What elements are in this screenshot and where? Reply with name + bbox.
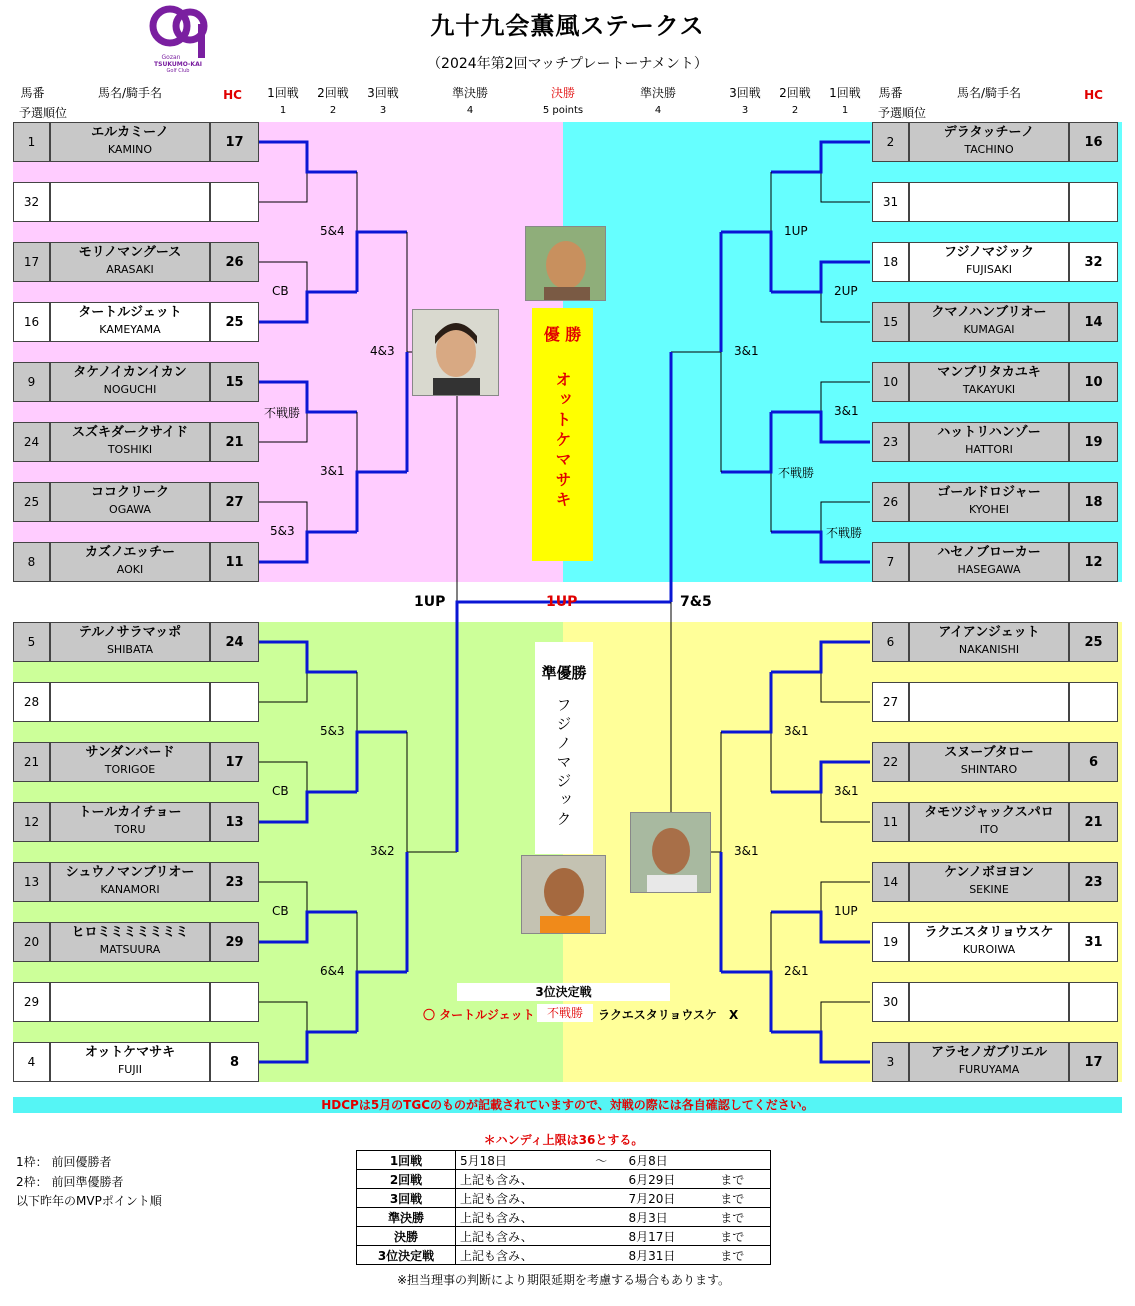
header-name-left: 馬名/騎手名 <box>97 86 163 100</box>
score-tl-r2b: 3&1 <box>320 464 345 478</box>
player-handicap: 14 <box>1069 302 1118 342</box>
horse-name: タケノイカンイカン <box>73 365 187 380</box>
player-seed: 12 <box>13 802 50 842</box>
horse-name: テルノサラマッポ <box>78 625 182 640</box>
bracket-win-line <box>721 972 771 1032</box>
schedule-cell: まで <box>716 1208 770 1227</box>
score-br-r1c: 1UP <box>834 904 858 918</box>
player-handicap: 23 <box>210 862 259 902</box>
photo-winner-top <box>525 226 606 301</box>
player-handicap: 23 <box>1069 862 1118 902</box>
player-name-cell <box>909 122 1069 162</box>
logo-text-top: Gozan <box>161 54 181 61</box>
runnerup-name: フジノマジック <box>554 697 573 830</box>
player-seed: 23 <box>872 422 909 462</box>
player-seed: 20 <box>13 922 50 962</box>
player-name-cell <box>50 482 210 522</box>
score-tr-r1c: 3&1 <box>834 404 859 418</box>
score-final: 1UP <box>546 594 578 610</box>
header-seed2-right: 予選順位 <box>877 106 926 120</box>
legend-line-2: 2枠： 前回準優勝者 <box>16 1175 124 1189</box>
header-points-left-2: 2 <box>329 105 337 116</box>
hdcp-notice: HDCPは5月のTGCのものが記載されていますので、対戦の際には各自確認してください。 <box>13 1097 1122 1113</box>
score-bl-r3: 3&2 <box>370 844 395 858</box>
header-seed-left: 馬番 <box>20 86 45 100</box>
player-name-cell <box>50 742 210 782</box>
player-handicap: 17 <box>1069 1042 1118 1082</box>
score-tr-r1d: 不戦勝 <box>826 526 863 540</box>
jockey-name: ITO <box>979 823 999 836</box>
schedule-row <box>357 1246 771 1265</box>
player-seed: 11 <box>872 802 909 842</box>
player-handicap <box>1069 982 1118 1022</box>
player-seed: 22 <box>872 742 909 782</box>
schedule-cell <box>591 1246 624 1265</box>
player-seed: 29 <box>13 982 50 1022</box>
champion-label: 優 勝 <box>543 325 582 344</box>
player-name-cell <box>909 182 1069 222</box>
handicap-note: ＊ハンディ上限は36とする。 <box>483 1133 644 1147</box>
score-tl-r3: 4&3 <box>370 344 395 358</box>
player-handicap: 8 <box>210 1042 259 1082</box>
score-tr-r3: 3&1 <box>734 344 759 358</box>
player-handicap: 26 <box>210 242 259 282</box>
player-name-cell <box>909 682 1069 722</box>
schedule-row <box>357 1189 771 1208</box>
header-hc-right: HC <box>1084 88 1103 102</box>
horse-name: モリノマングース <box>78 245 182 260</box>
schedule-cell: 6月29日 <box>625 1170 717 1189</box>
player-seed: 26 <box>872 482 909 522</box>
header-round-left-3: 3回戦 <box>367 86 399 100</box>
horse-name: スズキダークサイド <box>72 425 188 440</box>
player-name-cell <box>909 1042 1069 1082</box>
player-seed: 14 <box>872 862 909 902</box>
horse-name: エルカミーノ <box>91 125 169 140</box>
bracket-win-line <box>258 642 357 672</box>
jockey-name: MATSUURA <box>99 943 161 956</box>
bracket-line <box>258 642 307 702</box>
player-handicap: 18 <box>1069 482 1118 522</box>
jockey-name: KAMINO <box>107 143 153 156</box>
third-place-right: ラクエスタリョウスケ X <box>598 1008 739 1022</box>
horse-name: ラクエスタリョウスケ <box>924 925 1054 940</box>
schedule-cell: ～ <box>591 1151 624 1170</box>
schedule-row <box>357 1227 771 1246</box>
player-name-cell <box>909 362 1069 402</box>
player-seed: 24 <box>13 422 50 462</box>
player-seed: 27 <box>872 682 909 722</box>
header-points-right-2: 3 <box>741 105 749 116</box>
header-points-left-1: 1 <box>279 105 287 116</box>
player-name-cell <box>50 922 210 962</box>
header-round-right-2: 3回戦 <box>729 86 761 100</box>
schedule-cell: 6月8日 <box>625 1151 717 1170</box>
horse-name: シュウノマンブリオー <box>65 865 195 880</box>
bracket-line <box>821 1002 870 1062</box>
bracket-win-line <box>721 412 771 472</box>
photo-runnerup <box>521 855 606 934</box>
player-seed: 25 <box>13 482 50 522</box>
player-name-cell <box>50 422 210 462</box>
page-title: 九十九会薫風ステークス <box>430 12 705 40</box>
header-points-left-4: 4 <box>466 105 474 116</box>
player-seed: 10 <box>872 362 909 402</box>
schedule-cell: 上記も含み、 <box>456 1208 592 1227</box>
horse-name: ハセノブローカー <box>937 545 1041 560</box>
header-round-left-2: 2回戦 <box>317 86 349 100</box>
player-name-cell <box>50 982 210 1022</box>
player-seed: 2 <box>872 122 909 162</box>
jockey-name: KANAMORI <box>100 883 160 896</box>
player-handicap: 17 <box>210 742 259 782</box>
jockey-name: TORIGOE <box>104 763 156 776</box>
logo-text-mid: TSUKUMO-KAI <box>154 61 202 68</box>
player-handicap: 6 <box>1069 742 1118 782</box>
bracket-win-line <box>258 1032 357 1062</box>
schedule-cell <box>591 1170 624 1189</box>
legend-line-3: 以下昨年のMVPポイント順 <box>16 1194 162 1208</box>
player-name-cell <box>909 802 1069 842</box>
horse-name: トールカイチョー <box>78 805 182 820</box>
bracket-win-line <box>771 642 870 672</box>
player-handicap <box>1069 182 1118 222</box>
schedule-cell: まで <box>716 1246 770 1265</box>
score-tl-r1d: 5&3 <box>270 524 295 538</box>
schedule-round: 決勝 <box>357 1227 456 1246</box>
player-seed: 6 <box>872 622 909 662</box>
photo-semifinal-left <box>412 309 499 396</box>
header-points-right-3: 2 <box>791 105 799 116</box>
player-handicap <box>210 982 259 1022</box>
schedule-row <box>357 1208 771 1227</box>
player-seed: 21 <box>13 742 50 782</box>
jockey-name: NAKANISHI <box>958 643 1020 656</box>
schedule-cell <box>591 1227 624 1246</box>
score-tr-r2a: 1UP <box>784 224 808 238</box>
player-name-cell <box>909 482 1069 522</box>
jockey-name: KAMEYAMA <box>99 323 161 336</box>
header-points-right-4: 1 <box>841 105 849 116</box>
horse-name: サンダンバード <box>85 745 175 760</box>
player-handicap: 32 <box>1069 242 1118 282</box>
schedule-cell: 上記も含み、 <box>456 1170 592 1189</box>
header-points-left-3: 3 <box>379 105 387 116</box>
schedule-cell: 上記も含み、 <box>456 1227 592 1246</box>
third-place-title: 3位決定戦 <box>457 983 670 1001</box>
player-handicap: 31 <box>1069 922 1118 962</box>
player-name-cell <box>909 542 1069 582</box>
header-points-right-1: 4 <box>654 105 662 116</box>
header-round-left-4: 準決勝 <box>451 86 488 100</box>
runnerup-label: 準優勝 <box>541 664 587 682</box>
player-seed: 1 <box>13 122 50 162</box>
player-handicap: 13 <box>210 802 259 842</box>
jockey-name: FUJII <box>117 1063 143 1076</box>
schedule-cell: 7月20日 <box>625 1189 717 1208</box>
legend-line-1: 1枠： 前回優勝者 <box>16 1155 112 1169</box>
horse-name: クマノハンブリオー <box>931 305 1047 320</box>
horse-name: ヒロミミミミミミミ <box>71 925 189 940</box>
header-seed2-left: 予選順位 <box>18 106 67 120</box>
header-round-right-1: 準決勝 <box>639 86 676 100</box>
jockey-name: KUROIWA <box>962 943 1016 956</box>
schedule-table <box>356 1150 771 1265</box>
player-handicap: 12 <box>1069 542 1118 582</box>
player-name-cell <box>909 422 1069 462</box>
player-seed: 13 <box>13 862 50 902</box>
player-name-cell <box>909 982 1069 1022</box>
schedule-cell: 8月17日 <box>625 1227 717 1246</box>
score-bl-r1b: CB <box>272 784 289 798</box>
header-hc-left: HC <box>223 88 242 102</box>
schedule-round: 準決勝 <box>357 1208 456 1227</box>
horse-name: アイアンジェット <box>938 625 1040 640</box>
bracket-win-line <box>771 142 870 172</box>
horse-name: フジノマジック <box>944 245 1034 260</box>
schedule-cell: 上記も含み、 <box>456 1246 592 1265</box>
runnerup-box <box>535 642 593 854</box>
jockey-name: HATTORI <box>965 443 1013 456</box>
player-seed: 32 <box>13 182 50 222</box>
bracket-win-line <box>357 972 407 1032</box>
player-handicap <box>210 182 259 222</box>
score-semi-right: 7&5 <box>680 594 712 610</box>
horse-name: ゴールドロジャー <box>937 485 1041 500</box>
player-name-cell <box>909 302 1069 342</box>
player-seed: 17 <box>13 242 50 282</box>
schedule-round: 2回戦 <box>357 1170 456 1189</box>
jockey-name: TACHINO <box>964 143 1014 156</box>
schedule-row <box>357 1170 771 1189</box>
player-name-cell <box>50 1042 210 1082</box>
player-seed: 31 <box>872 182 909 222</box>
player-name-cell <box>909 922 1069 962</box>
player-seed: 19 <box>872 922 909 962</box>
jockey-name: SHINTARO <box>960 763 1018 776</box>
horse-name: タモツジャックスパロ <box>924 805 1054 820</box>
schedule-cell: まで <box>716 1227 770 1246</box>
bracket-win-line <box>721 672 771 732</box>
score-br-r2b: 2&1 <box>784 964 809 978</box>
photo-semifinal-right <box>630 812 711 893</box>
score-tl-r1c: 不戦勝 <box>264 406 301 420</box>
header-seed-right: 馬番 <box>878 86 903 100</box>
jockey-name: OGAWA <box>109 503 151 516</box>
score-semi-left: 1UP <box>414 594 446 610</box>
player-name-cell <box>50 862 210 902</box>
champion-box <box>532 308 593 561</box>
player-seed: 15 <box>872 302 909 342</box>
player-handicap <box>210 682 259 722</box>
player-handicap <box>1069 682 1118 722</box>
horse-name: タートルジェット <box>78 305 182 320</box>
player-handicap: 25 <box>210 302 259 342</box>
schedule-cell: まで <box>716 1189 770 1208</box>
player-name-cell <box>909 622 1069 662</box>
jockey-name: KUMAGAI <box>963 323 1015 336</box>
player-handicap: 27 <box>210 482 259 522</box>
jockey-name: TOSHIKI <box>107 443 153 456</box>
footnote: ※担当理事の判断により期限延期を考慮する場合もあります。 <box>396 1273 731 1287</box>
player-name-cell <box>909 742 1069 782</box>
player-name-cell <box>909 242 1069 282</box>
jockey-name: TORU <box>114 823 146 836</box>
jockey-name: NOGUCHI <box>103 383 157 396</box>
jockey-name: KYOHEI <box>968 503 1010 516</box>
score-tr-r2b: 不戦勝 <box>778 466 815 480</box>
player-seed: 7 <box>872 542 909 582</box>
page-subtitle: （2024年第2回マッチプレートーナメント） <box>427 56 708 72</box>
player-seed: 18 <box>872 242 909 282</box>
player-handicap: 19 <box>1069 422 1118 462</box>
third-place-result: 不戦勝 <box>537 1004 593 1022</box>
bracket-line <box>821 142 870 202</box>
bracket-win-line <box>721 232 771 292</box>
jockey-name: FUJISAKI <box>965 263 1013 276</box>
jockey-name: FURUYAMA <box>958 1063 1020 1076</box>
player-name-cell <box>50 182 210 222</box>
schedule-round: 1回戦 <box>357 1151 456 1170</box>
player-seed: 16 <box>13 302 50 342</box>
header-name-right: 馬名/騎手名 <box>956 86 1022 100</box>
schedule-cell: 8月31日 <box>625 1246 717 1265</box>
horse-name: ココクリーク <box>90 485 169 500</box>
player-seed: 8 <box>13 542 50 582</box>
schedule-round: 3回戦 <box>357 1189 456 1208</box>
player-name-cell <box>909 862 1069 902</box>
jockey-name: SHIBATA <box>106 643 154 656</box>
horse-name: スヌーブタロー <box>944 745 1034 760</box>
player-seed: 3 <box>872 1042 909 1082</box>
score-bl-r2b: 6&4 <box>320 964 345 978</box>
schedule-round: 3位決定戦 <box>357 1246 456 1265</box>
jockey-name: SEKINE <box>969 883 1009 896</box>
header-final: 決勝 <box>550 86 575 100</box>
jockey-name: ARASAKI <box>106 263 154 276</box>
champion-name: オットケマサキ <box>553 371 572 511</box>
score-br-r3: 3&1 <box>734 844 759 858</box>
horse-name: ハットリハンゾー <box>937 425 1041 440</box>
schedule-cell: 上記も含み、 <box>456 1189 592 1208</box>
player-seed: 9 <box>13 362 50 402</box>
player-handicap: 25 <box>1069 622 1118 662</box>
player-name-cell <box>50 122 210 162</box>
player-handicap: 29 <box>210 922 259 962</box>
player-seed: 5 <box>13 622 50 662</box>
player-handicap: 21 <box>210 422 259 462</box>
bracket-win-line <box>357 732 407 792</box>
score-br-r2a: 3&1 <box>784 724 809 738</box>
player-handicap: 10 <box>1069 362 1118 402</box>
bracket-win-line <box>357 472 407 532</box>
player-name-cell <box>50 682 210 722</box>
bracket-line <box>258 142 307 202</box>
header-round-left-1: 1回戦 <box>267 86 299 100</box>
player-handicap: 24 <box>210 622 259 662</box>
score-tl-r2a: 5&4 <box>320 224 345 238</box>
schedule-row <box>357 1151 771 1170</box>
third-place-left: 〇 タートルジェット <box>423 1008 535 1022</box>
horse-name: マンブリタカユキ <box>937 365 1041 380</box>
bracket-win-line <box>771 1032 870 1062</box>
player-name-cell <box>50 542 210 582</box>
player-handicap: 15 <box>210 362 259 402</box>
bracket-win-line <box>258 142 357 172</box>
score-br-r1b: 3&1 <box>834 784 859 798</box>
player-handicap: 16 <box>1069 122 1118 162</box>
header-final-points: 5 points <box>542 105 584 116</box>
schedule-cell: 8月3日 <box>625 1208 717 1227</box>
player-handicap: 17 <box>210 122 259 162</box>
player-seed: 28 <box>13 682 50 722</box>
schedule-cell <box>716 1151 770 1170</box>
header-round-right-3: 2回戦 <box>779 86 811 100</box>
player-handicap: 21 <box>1069 802 1118 842</box>
score-bl-r1c: CB <box>272 904 289 918</box>
bracket-line <box>821 642 870 702</box>
score-tr-r1b: 2UP <box>834 284 858 298</box>
player-name-cell <box>50 622 210 662</box>
player-name-cell <box>50 302 210 342</box>
horse-name: ケンノボヨヨン <box>944 865 1034 880</box>
horse-name: デラタッチーノ <box>943 125 1035 140</box>
bracket-line <box>258 1002 307 1062</box>
player-seed: 4 <box>13 1042 50 1082</box>
player-seed: 30 <box>872 982 909 1022</box>
player-handicap: 11 <box>210 542 259 582</box>
schedule-cell <box>591 1189 624 1208</box>
header-round-right-4: 1回戦 <box>829 86 861 100</box>
jockey-name: AOKI <box>116 563 144 576</box>
score-bl-r2a: 5&3 <box>320 724 345 738</box>
score-tl-r1b: CB <box>272 284 289 298</box>
player-name-cell <box>50 242 210 282</box>
player-name-cell <box>50 362 210 402</box>
schedule-cell: 5月18日 <box>456 1151 592 1170</box>
horse-name: アラセノガブリエル <box>931 1045 1047 1060</box>
logo-text-bot: Golf Club <box>166 68 190 74</box>
player-name-cell <box>50 802 210 842</box>
horse-name: カズノエッチー <box>84 545 176 560</box>
horse-name: オットケマサキ <box>84 1045 176 1060</box>
schedule-cell: まで <box>716 1170 770 1189</box>
schedule-cell <box>591 1208 624 1227</box>
bracket-win-line <box>357 232 407 292</box>
jockey-name: TAKAYUKI <box>962 383 1016 396</box>
jockey-name: HASEGAWA <box>957 563 1021 576</box>
